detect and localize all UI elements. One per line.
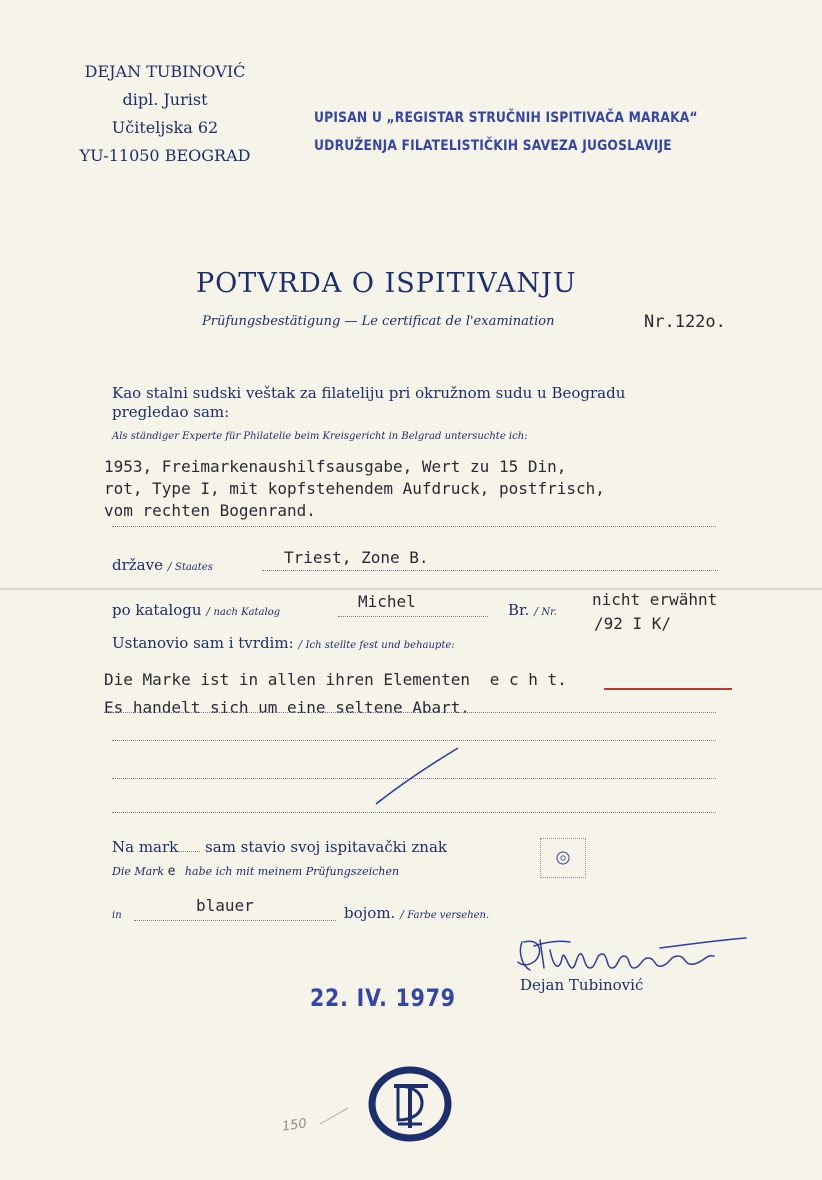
catalog-nr-value2: /92 I K/ [594,614,672,633]
bojom-text: bojom. [344,904,396,922]
intro-text [112,384,625,422]
catalog-nr-label: Br. / Nr. [508,601,557,619]
mark-line1 [112,838,447,856]
mark-line2-b: habe ich mit meinem Prüfungszeichen [184,865,400,878]
finding-text [104,666,567,722]
dotted-line [112,526,716,527]
document-subtitle: Prüfungsbestätigung — Le certificat de l'examination [202,314,555,329]
country-label: države / Staates [112,556,213,574]
examined-line1: 1953, Freimarkenaushilfsausgabe, Wert zu 15 Din, [104,457,567,476]
sender-name: DEJAN TUBINOVIĆ [84,62,246,81]
cancel-stroke [360,740,470,812]
intro-line1: Kao stalni sudski veštak za filateliju pri okružnom sudu u Beogradu [112,384,626,402]
farbe-text: Farbe versehen. [407,910,490,921]
intro-german: Als ständiger Experte für Philatelie beim Kreisgericht in Belgrad untersuchte ich: [112,431,528,442]
dotted-line [134,920,336,921]
intro-line2: pregledao sam: [112,403,230,421]
finding-line1-text: Die Marke ist in allen ihren Elementen [104,670,471,689]
catalog-label-sr: po katalogu [112,601,202,619]
finding-line1 [104,666,567,694]
register-stamp-line1: UPISAN U „REGISTAR STRUČNIH ISPITIVAČA MARAKA“ [314,110,698,126]
register-stamp [314,104,698,160]
dotted-line [338,616,488,617]
catalog-label: po katalogu / nach Katalog [112,601,281,619]
certificate-number: Nr.122o. [644,312,726,332]
pencil-note: 150 [281,1116,308,1135]
country-label-sr: države [112,556,163,574]
sender-title: dipl. Jurist [122,90,208,109]
bojom-label: bojom. / Farbe versehen. [344,904,490,922]
handwritten-signature [510,930,750,980]
sender-street: Učiteljska 62 [111,118,219,137]
mark-line2 [112,864,399,879]
examined-line3: vom rechten Bogenrand. [104,501,316,520]
country-label-de: Staates [174,562,213,573]
examined-description [104,456,605,522]
sender-address [40,58,290,170]
sender-city: YU-11050 BEOGRAD [79,146,251,165]
in-label: in [112,910,122,921]
examiner-mark-icon [541,839,585,877]
catalog-nr-label-de: Nr. [541,607,557,618]
dt-monogram-seal [360,1058,460,1150]
dotted-line [112,812,716,813]
finding-line2: Es handelt sich um eine seltene Abart. [104,698,471,717]
catalog-nr-label-sr: Br. [508,601,530,619]
date-stamp: 22. IV. 1979 [310,984,456,1012]
echt-red-underline [604,688,732,690]
country-value: Triest, Zone B. [284,548,429,567]
examiner-mark-box [540,838,586,878]
mark-line2-a: Die Mark [112,865,165,878]
register-stamp-line2: UDRUŽENJA FILATELISTIČKIH SAVEZA JUGOSLAVIJE [314,138,672,154]
mark-line2-fill: e [167,864,176,879]
finding-label-de: Ich stellte fest und behaupte: [305,640,455,651]
signature-name: Dejan Tubinović [520,976,644,994]
mark-line1-a: Na mark [112,838,179,856]
catalog-label-de: nach Katalog [213,607,281,618]
finding-echt: e c h t. [489,670,567,689]
examined-line2: rot, Type I, mit kopfstehendem Aufdruck, postfrisch, [104,479,605,498]
document-title: POTVRDA O ISPITIVANJU [196,268,577,299]
color-value: blauer [196,896,254,915]
dotted-line [104,712,716,713]
catalog-value: Michel [358,592,416,611]
dotted-line [262,570,718,571]
mark-line1-b: sam stavio svoj ispitavački znak [205,838,447,856]
pencil-stroke [318,1104,352,1126]
catalog-nr-value1: nicht erwähnt [592,590,718,609]
finding-label-sr: Ustanovio sam i tvrdim: [112,634,294,652]
finding-label: Ustanovio sam i tvrdim: / Ich stellte fest und behaupte: [112,634,455,652]
